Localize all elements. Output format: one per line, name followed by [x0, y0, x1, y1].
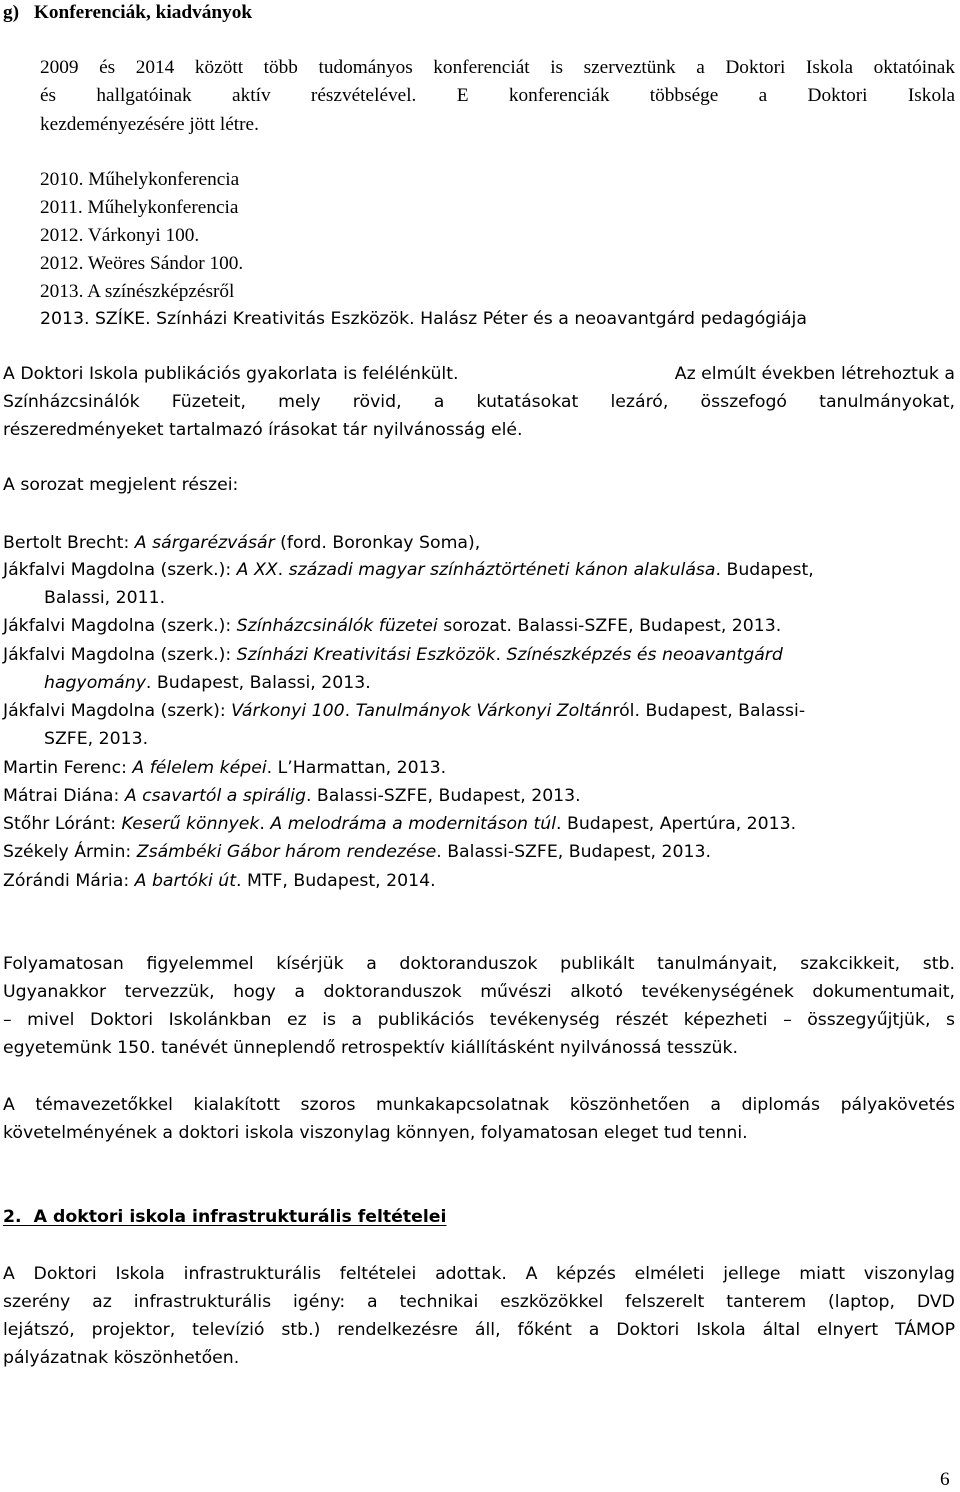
body-line: Ugyanakkor tervezzük, hogy a doktoranduszok művészi alkotó tevékenységének dokumentumait,: [3, 982, 955, 1002]
intro-line-1: 2009 és 2014 között több tudományos konferenciát is szerveztünk a Doktori Iskola oktatóinak: [40, 57, 955, 78]
bibliography-entry: Mátrai Diána: A csavartól a spirálig. Balassi-SZFE, Budapest, 2013.: [3, 786, 581, 806]
bibliography-entry: Martin Ferenc: A félelem képei. L’Harmattan, 2013.: [3, 758, 447, 778]
conference-item-last: [40, 307, 807, 331]
body-line: Folyamatosan figyelemmel kísérjük a doktoranduszok publikált tanulmányait, szakcikkeit, stb.: [3, 954, 955, 974]
bibliography-entry: Bertolt Brecht: A sárgarézvásár (ford. Boronkay Soma),: [3, 533, 481, 553]
bibliography-entry-continuation: SZFE, 2013.: [44, 729, 149, 749]
bibliography-entry-continuation: Balassi, 2011.: [44, 588, 166, 608]
publication-sentence: A Doktori Iskola publikációs gyakorlata is felélénkült.: [3, 364, 459, 384]
bibliography-entry: Jákfalvi Magdolna (szerk): Várkonyi 100. Tanulmányok Várkonyi Zoltánról. Budapest, Balassi-: [3, 701, 806, 721]
bibliography-entry: Székely Ármin: Zsámbéki Gábor három rendezése. Balassi-SZFE, Budapest, 2013.: [3, 842, 711, 862]
section-heading: [3, 1, 252, 25]
publication-line-1: [3, 362, 955, 386]
publication-sentence: Az elmúlt években létrehoztuk a: [674, 364, 955, 384]
publication-line-2: Színházcsinálók Füzeteit, mely rövid, a kutatásokat lezáró, összefogó tanulmányokat,: [3, 392, 955, 412]
bibliography-entry: Stőhr Lóránt: Keserű könnyek. A melodráma a modernitáson túl. Budapest, Apertúra, 2013.: [3, 814, 797, 834]
bibliography-entry: Jákfalvi Magdolna (szerk.): A XX. századi magyar színháztörténeti kánon alakulása. Budapest,: [3, 560, 814, 580]
body-line: egyetemünk 150. tanévét ünneplendő retrospektív kiállításként nyilvánossá tesszük.: [3, 1038, 738, 1058]
section-marker: g): [3, 2, 20, 23]
conference-item: 2013. A színészképzésről: [40, 281, 235, 302]
body-line: A témavezetőkkel kialakított szoros munkakapcsolatnak köszönhetően a diplomás pályakövetés: [3, 1095, 955, 1115]
conference-item: 2012. Várkonyi 100.: [40, 225, 200, 246]
conference-item: 2011. Műhelykonferencia: [40, 197, 239, 218]
bibliography-entry: Jákfalvi Magdolna (szerk.): Színházi Kreativitási Eszközök. Színészképzés és neoavantgárd: [3, 645, 783, 665]
publication-line-3: részeredményeket tartalmazó írásokat tár nyilvánosság elé.: [3, 420, 523, 440]
intro-line-3: kezdeményezésére jött létre.: [40, 114, 259, 135]
body-line: – mivel Doktori Iskolánkban ez is a publikációs tevékenység részét képezheti – összegyűjtjük, s: [3, 1010, 955, 1030]
body-line: pályázatnak köszönhetően.: [3, 1348, 240, 1368]
section-title: Konferenciák, kiadványok: [33, 2, 253, 23]
series-heading: A sorozat megjelent részei:: [3, 475, 239, 495]
bibliography-entry: Zórándi Mária: A bartóki út. MTF, Budapest, 2014.: [3, 871, 436, 891]
conference-subtitle: Halász Péter és a neoavantgárd pedagógiája: [414, 309, 807, 329]
section-2-heading: 2. A doktori iskola infrastrukturális feltételei: [3, 1207, 447, 1227]
conference-item: 2010. Műhelykonferencia: [40, 169, 240, 190]
body-line: követelményének a doktori iskola viszonylag könnyen, folyamatosan eleget tud tenni.: [3, 1123, 748, 1143]
body-line: lejátszó, projektor, televízió stb.) rendelkezésre áll, főként a Doktori Iskola által elnyert TÁMOP: [3, 1320, 955, 1340]
conference-item: 2012. Weöres Sándor 100.: [40, 253, 244, 274]
body-line: szerény az infrastrukturális igény: a technikai eszközökkel felszerelt tanterem (laptop, DVD: [3, 1292, 955, 1312]
intro-line-2: és hallgatóinak aktív részvételével. E konferenciák többsége a Doktori Iskola: [40, 85, 955, 106]
bibliography-entry-continuation: hagyomány. Budapest, Balassi, 2013.: [44, 673, 371, 693]
body-line: A Doktori Iskola infrastrukturális feltételei adottak. A képzés elméleti jellege miatt viszonylag: [3, 1264, 955, 1284]
conference-name: 2013. SZÍKE. Színházi Kreativitás Eszközök.: [40, 309, 415, 329]
page-number: 6: [940, 1469, 950, 1490]
bibliography-entry: Jákfalvi Magdolna (szerk.): Színházcsinálók füzetei sorozat. Balassi-SZFE, Budapest, 2013.: [3, 616, 782, 636]
